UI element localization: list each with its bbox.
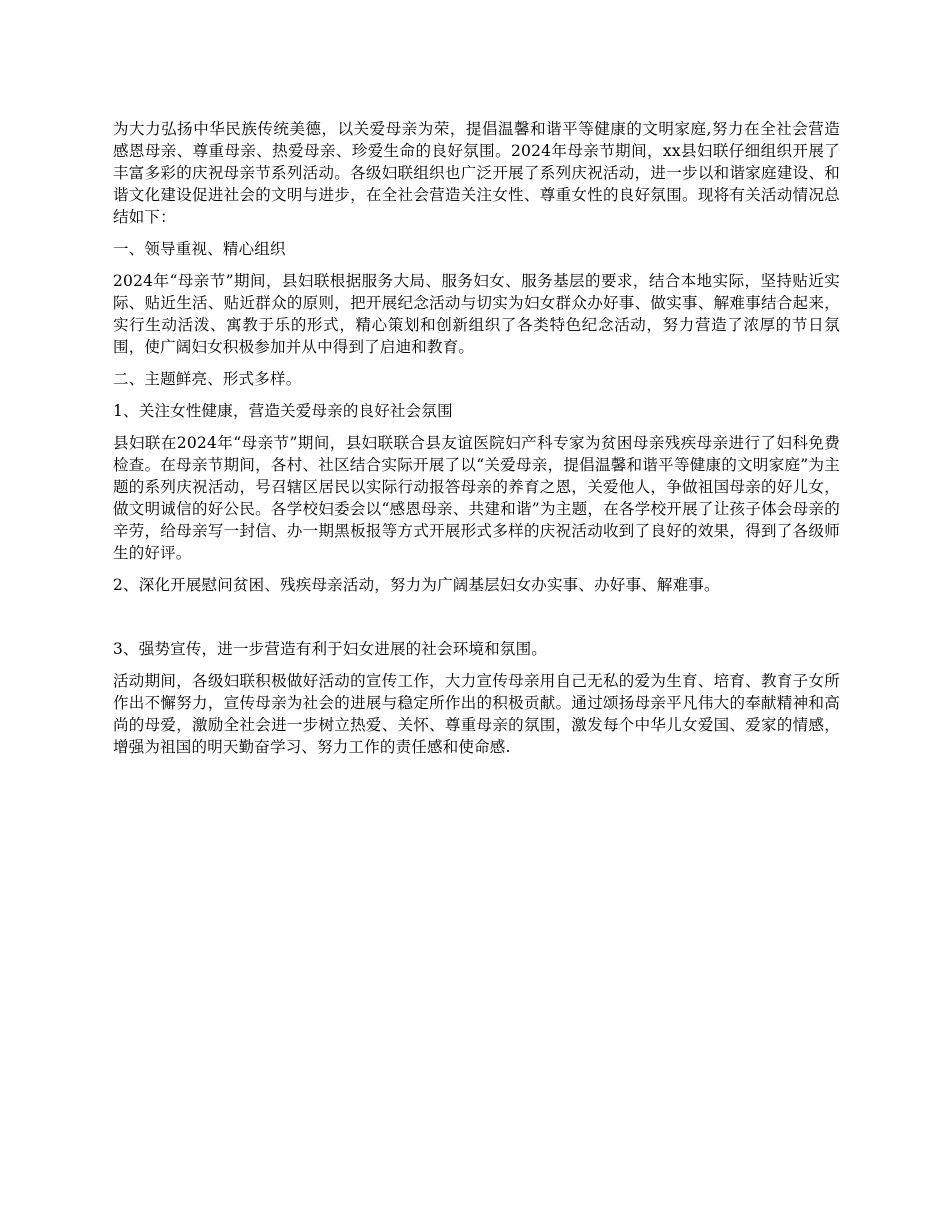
section-2-heading: 二、主题鲜亮、形式多样。 bbox=[113, 370, 302, 388]
intro-paragraph: 为大力弘扬中华民族传统美德，以关爱母亲为荣，提倡温馨和谐平等健康的文明家庭,努力在全社会营造感恩母亲、尊重母亲、热爱母亲、珍爱生命的良好氛围。2024年母亲节期间，xx县妇联仔细组织开展了丰富多彩的庆祝母亲节系列活动。各级妇联组织也广泛开展了系列庆祝活动，进一步以和谐家庭建设、和谐文化建设促进社会的文明与进步，在全社会营造关注女性、尊重女性的良好氛围。现将有关活动情况总结如下： bbox=[113, 120, 840, 226]
section-1-heading: 一、领导重视、精心组织 bbox=[113, 240, 286, 258]
item-1-paragraph: 县妇联在2024年“母亲节”期间，县妇联联合县友谊医院妇产科专家为贫困母亲残疾母亲进行了妇科免费检查。在母亲节期间，各村、社区结合实际开展了以“关爱母亲，提倡温馨和谐平等健康的文明家庭”为主题的系列庆祝活动，号召辖区居民以实际行动报答母亲的养育之恩，关爱他人，争做祖国母亲的好儿女，做文明诚信的好公民。各学校妇委会以“感恩母亲、共建和谐”为主题，在各学校开展了让孩子体会母亲的辛劳，给母亲写一封信、办一期黑板报等方式开展形式多样的庆祝活动收到了良好的效果，得到了各级师生的好评。 bbox=[113, 434, 840, 562]
section-1-paragraph: 2024年“母亲节”期间，县妇联根据服务大局、服务妇女、服务基层的要求，结合本地实际，坚持贴近实际、贴近生活、贴近群众的原则，把开展纪念活动与切实为妇女群众办好事、做实事、解难事结合起来，实行生动活泼、寓教于乐的形式，精心策划和创新组织了各类特色纪念活动，努力营造了浓厚的节日氛围，使广阔妇女积极参加并从中得到了启迪和教育。 bbox=[113, 272, 840, 356]
item-1-heading: 1、关注女性健康，营造关爱母亲的良好社会氛围 bbox=[113, 402, 453, 420]
item-3-paragraph: 活动期间，各级妇联积极做好活动的宣传工作，大力宣传母亲用自己无私的爱为生育、培育、教育子女所作出不懈努力，宣传母亲为社会的进展与稳定所作出的积极贡献。通过颂扬母亲平凡伟大的奉献精神和高尚的母爱，激励全社会进一步树立热爱、关怀、尊重母亲的氛围，激发每个中华儿女爱国、爱家的情感，增强为祖国的明天勤奋学习、努力工作的责任感和使命感. bbox=[113, 672, 840, 756]
blank-space bbox=[113, 606, 840, 638]
item-3-heading: 3、强势宣传，进一步营造有利于妇女进展的社会环境和氛围。 bbox=[113, 640, 547, 658]
item-2-heading: 2、深化开展慰问贫困、残疾母亲活动，努力为广阔基层妇女办实事、办好事、解难事。 bbox=[113, 576, 720, 594]
document-page bbox=[113, 118, 840, 768]
